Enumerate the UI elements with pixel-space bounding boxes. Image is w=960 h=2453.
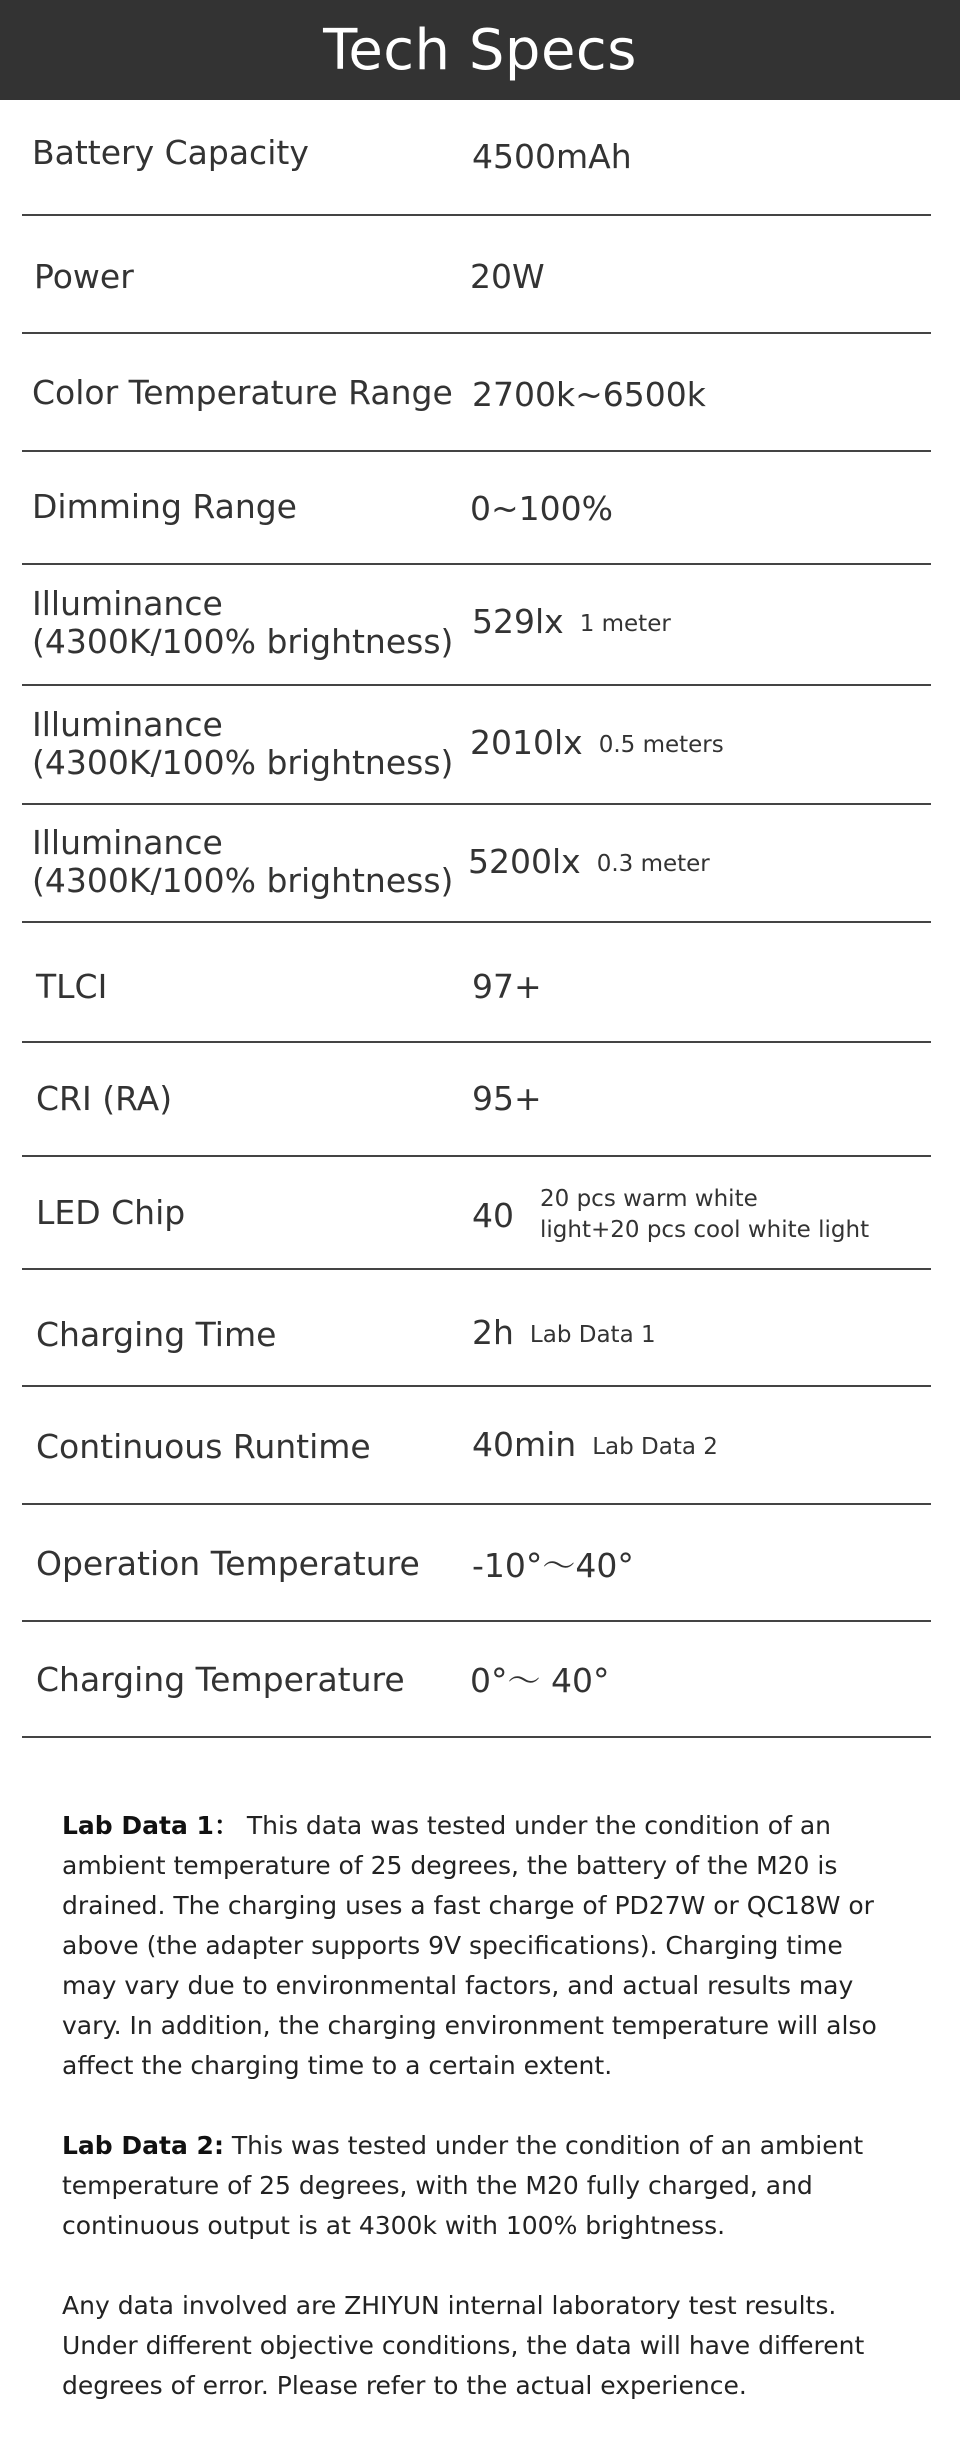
divider	[22, 1620, 931, 1622]
spec-label-main: Illuminance	[32, 584, 223, 623]
spec-note-line: 20 pcs warm white	[540, 1186, 758, 1212]
divider	[22, 450, 931, 452]
lab-data-1-title: Lab Data 1：	[62, 1811, 239, 1840]
spec-label-charging-time: Charging Time	[36, 1315, 277, 1354]
spec-label-sub: (4300K/100% brightness)	[32, 743, 454, 782]
divider	[22, 1268, 931, 1270]
spec-value-main: 40min	[472, 1425, 577, 1464]
divider	[22, 1155, 931, 1157]
spec-value-charging-time	[472, 1314, 656, 1354]
spec-label-dimming-range: Dimming Range	[32, 487, 297, 526]
divider	[22, 563, 931, 565]
spec-value-charging-temperature: 0°～ 40°	[470, 1661, 610, 1700]
spec-value-illuminance-1m	[472, 603, 671, 643]
spec-note-line: light+20 pcs cool white light	[540, 1217, 870, 1243]
spec-note: 0.5 meters	[598, 731, 724, 758]
divider	[22, 1503, 931, 1505]
spec-value-dimming-range: 0~100%	[470, 489, 613, 528]
lab-data-2-note	[62, 2126, 902, 2246]
spec-value-led-chip: 40	[472, 1196, 514, 1235]
spec-value-battery-capacity: 4500mAh	[472, 137, 632, 176]
lab-data-1-note	[62, 1806, 902, 2086]
spec-value-main: 2h	[472, 1313, 514, 1352]
divider	[22, 684, 931, 686]
spec-value-illuminance-05m	[470, 724, 724, 764]
divider	[22, 332, 931, 334]
spec-label-continuous-runtime: Continuous Runtime	[36, 1427, 371, 1466]
divider	[22, 214, 931, 216]
spec-label-battery-capacity: Battery Capacity	[32, 133, 309, 172]
spec-value-color-temperature-range: 2700k~6500k	[472, 375, 706, 414]
disclaimer-note: Any data involved are ZHIYUN internal laboratory test results. Under different objective conditions, the data will have different degrees of error. Please refer to the actual experience.	[62, 2291, 865, 2400]
divider	[22, 1736, 931, 1738]
spec-value-main: 529lx	[472, 602, 564, 641]
spec-note: 1 meter	[579, 610, 671, 637]
spec-label-illuminance-03m	[32, 824, 453, 900]
lab-data-2-text: This was tested under the condition of an ambient temperature of 25 degrees, with the M20 fully charged, and continuous output is at 4300k with 100% brightness.	[62, 2131, 864, 2240]
lab-data-notes	[62, 1806, 902, 2446]
spec-label-cri: CRI (RA)	[36, 1079, 173, 1118]
spec-label-power: Power	[34, 257, 134, 296]
spec-value-continuous-runtime	[472, 1426, 718, 1466]
spec-label-sub: (4300K/100% brightness)	[32, 861, 454, 900]
spec-label-illuminance-05m	[32, 706, 453, 782]
spec-value-main: 2010lx	[470, 723, 583, 762]
spec-note: Lab Data 1	[529, 1321, 656, 1348]
spec-value-cri: 95+	[472, 1079, 542, 1118]
spec-note-led-chip	[540, 1184, 869, 1246]
page-title: Tech Specs	[0, 0, 960, 100]
spec-label-operation-temperature: Operation Temperature	[36, 1544, 420, 1583]
spec-value-power: 20W	[470, 257, 545, 296]
spec-label-main: Illuminance	[32, 823, 223, 862]
spec-note: Lab Data 2	[592, 1433, 718, 1460]
spec-label-led-chip: LED Chip	[36, 1193, 186, 1232]
spec-label-illuminance-1m	[32, 585, 453, 661]
lab-data-2-title: Lab Data 2:	[62, 2131, 224, 2160]
divider	[22, 1041, 931, 1043]
spec-label-sub: (4300K/100% brightness)	[32, 622, 454, 661]
lab-data-1-text: This data was tested under the condition of an ambient temperature of 25 degrees, the battery of the M20 is drained. The charging uses a fast charge of PD27W or QC18W or above (the adapter supports 9V specifications). Charging time may vary due to environmental factors, and actual results may vary. In addition, the charging environment temperature will also affect the charging time to a certain extent.	[62, 1811, 877, 2080]
spec-value-illuminance-03m	[468, 843, 710, 883]
spec-value-tlci: 97+	[472, 967, 542, 1006]
divider	[22, 1385, 931, 1387]
spec-value-operation-temperature: -10°～40°	[472, 1546, 634, 1585]
divider	[22, 921, 931, 923]
divider	[22, 803, 931, 805]
spec-value-main: 5200lx	[468, 842, 581, 881]
spec-label-color-temperature-range: Color Temperature Range	[32, 373, 453, 412]
spec-label-tlci: TLCI	[36, 967, 108, 1006]
spec-label-main: Illuminance	[32, 705, 223, 744]
spec-note: 0.3 meter	[596, 850, 710, 877]
spec-label-charging-temperature: Charging Temperature	[36, 1660, 405, 1699]
